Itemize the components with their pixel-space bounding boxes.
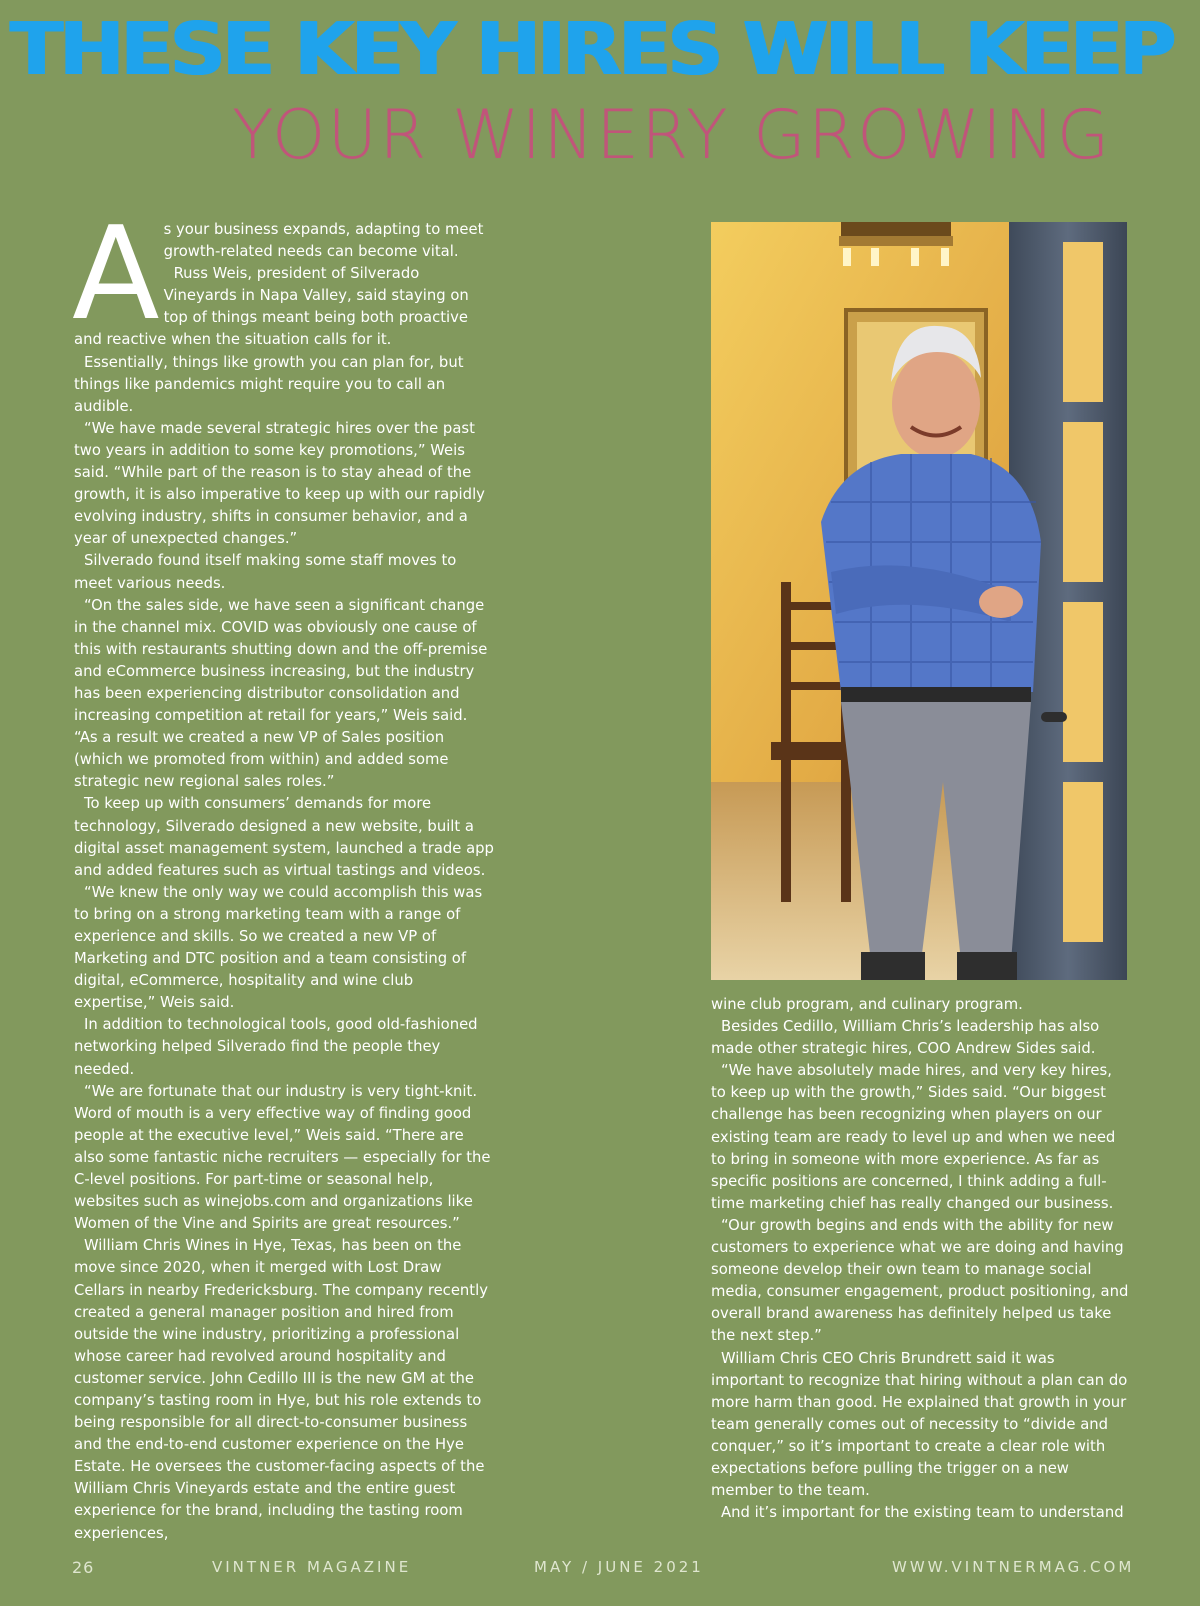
article-paragraph: “We knew the only way we could accomplish this was to bring on a strong marketing team with a range of experience and skills. So we created a new VP of Marketing and DTC position and a team consisting of digital, eCommerce, hospitality and wine club expertise,” Weis said. [74, 883, 483, 1012]
article-paragraph: “We have made several strategic hires over the past two years in addition to some key promotions,” Weis said. “While part of the reason is to stay ahead of the growth, it is also imperative to keep up with our rapidly evolving industry, shifts in consumer behavior, and a year of unexpected changes.” [74, 419, 485, 548]
portrait-photo [711, 222, 1127, 980]
right-paragraphs [711, 994, 1131, 1524]
magazine-name: VINTNER MAGAZINE [212, 1558, 412, 1576]
article-paragraph: “We are fortunate that our industry is very tight-knit. Word of mouth is a very effective way of finding good people at the executive level,” Weis said. “There are also some fantastic niche recruiters — especially for the C-level positions. For part-time or seasonal help, websites such as winejobs.com and organizations like Women of the Vine and Spirits are great resources.” [74, 1082, 491, 1233]
article-paragraph: “On the sales side, we have seen a significant change in the channel mix. COVID was obviously one cause of this with restaurants shutting down and the off-premise and eCommerce business increasing, but the industry has been experiencing distributor consolidation and increasing competition at retail for years,” Weis said. “As a result we created a new VP of Sales position (which we promoted from within) and added some strategic new regional sales roles.” [74, 596, 488, 791]
article-left-column [72, 200, 494, 1545]
article-paragraph: Russ Weis, president of Silverado Vineyards in Napa Valley, said staying on top of things meant being both proactive and reactive when the situation calls for it. [74, 265, 469, 349]
headline-line-2: YOUR WINERY GROWING [232, 96, 1112, 175]
article-paragraph: William Chris Wines in Hye, Texas, has been on the move since 2020, when it merged with Lost Draw Cellars in nearby Fredericksburg. The company recently created a general manager position and hired from outside the wine industry, prioritizing a professional whose career had revolved around hospitality and customer service. John Cedillo III is the new GM at the company’s tasting room in Hye, but his role extends to being responsible for all direct-to-consumer business and the end-to-end customer experience on the Hye Estate. He oversees the customer-facing aspects of the William Chris Vineyards estate and the entire guest experience for the brand, including the tasting room experiences, [74, 1237, 488, 1542]
article-paragraph: “We have absolutely made hires, and very key hires, to keep up with the growth,” Sides said. “Our biggest challenge has been recognizing when players on our existing team are ready to level up and when we need to bring in someone with more experience. As far as specific positions are concerned, I think adding a full-time marketing chief has really changed our business. [711, 1062, 1116, 1212]
article-paragraph: “Our growth begins and ends with the ability for new customers to experience what we are doing and having someone develop their own team to manage social media, consumer engagement, product positioning, and overall brand awareness has definitely helped us take the next step.” [711, 1216, 1129, 1345]
left-paragraphs [72, 200, 494, 1545]
article-paragraph: Besides Cedillo, William Chris’s leadership has also made other strategic hires, COO Andrew Sides said. [711, 1018, 1100, 1058]
article-paragraph: William Chris CEO Chris Brundrett said it was important to recognize that hiring without a plan can do more harm than good. He explained that growth in your team generally comes out of necessity to “divide and conquer,” so it’s important to create a clear role with expectations before pulling the trigger on a new member to the team. [711, 1349, 1128, 1500]
page-number: 26 [72, 1558, 95, 1577]
headline-line-1: THESE KEY HIRES WILL KEEP [10, 8, 1173, 92]
article-right-column [711, 994, 1131, 1524]
article-paragraph: wine club program, and culinary program. [711, 996, 1023, 1013]
article-paragraph: Silverado found itself making some staff moves to meet various needs. [74, 552, 457, 592]
website-link[interactable]: WWW.VINTNERMAG.COM [892, 1558, 1135, 1576]
article-paragraph: And it’s important for the existing team to understand [721, 1504, 1124, 1522]
page-footer [0, 1558, 1200, 1582]
article-paragraph: To keep up with consumers’ demands for more technology, Silverado designed a new website, built a digital asset management system, launched a trade app and added features such as virtual tastings and videos. [74, 795, 494, 879]
drop-cap: A [72, 200, 160, 349]
article-paragraph: In addition to technological tools, good old-fashioned networking helped Silverado find the people they needed. [74, 1016, 478, 1078]
article-paragraph: s your business expands, adapting to meet growth-related needs can become vital. [163, 221, 484, 261]
article-paragraph: Essentially, things like growth you can plan for, but things like pandemics might require you to call an audible. [74, 353, 464, 415]
issue-date: MAY / JUNE 2021 [534, 1558, 704, 1576]
